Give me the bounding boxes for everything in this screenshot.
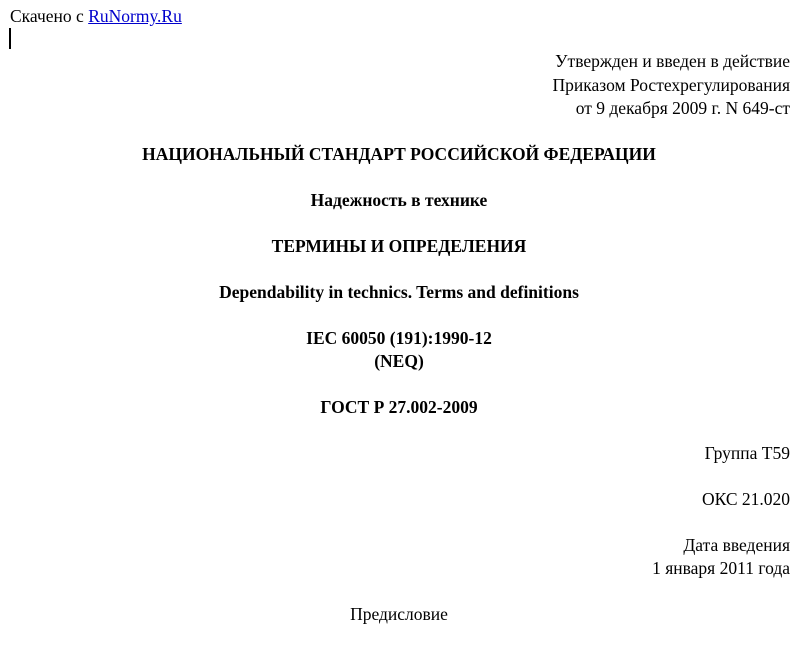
gost-number: ГОСТ Р 27.002-2009	[320, 397, 478, 417]
download-source-line	[10, 8, 182, 26]
iec-conformity: (NEQ)	[374, 351, 424, 371]
standard-subject: Надежность в технике	[310, 190, 488, 210]
approval-line-2: Приказом Ростехрегулирования	[552, 75, 790, 95]
national-standard-heading: НАЦИОНАЛЬНЫЙ СТАНДАРТ РОССИЙСКОЙ ФЕДЕРАЦИИ	[142, 144, 656, 164]
effective-date-label: Дата введения	[683, 535, 790, 555]
foreword-heading: Предисловие	[350, 604, 448, 624]
classification-group: Группа Т59	[704, 443, 790, 463]
text-cursor	[9, 28, 11, 49]
effective-date: 1 января 2011 года	[652, 558, 790, 578]
source-link[interactable]: RuNormy.Ru	[88, 6, 182, 26]
iec-reference: IEC 60050 (191):1990-12	[306, 328, 492, 348]
standard-english-title: Dependability in technics. Terms and definitions	[219, 282, 579, 302]
standard-title: ТЕРМИНЫ И ОПРЕДЕЛЕНИЯ	[271, 236, 527, 256]
download-source-prefix: Скачено с	[10, 6, 89, 26]
approval-line-3: от 9 декабря 2009 г. N 649-ст	[575, 98, 790, 118]
oks-code: ОКС 21.020	[701, 489, 790, 509]
approval-line-1: Утвержден и введен в действие	[555, 51, 790, 71]
